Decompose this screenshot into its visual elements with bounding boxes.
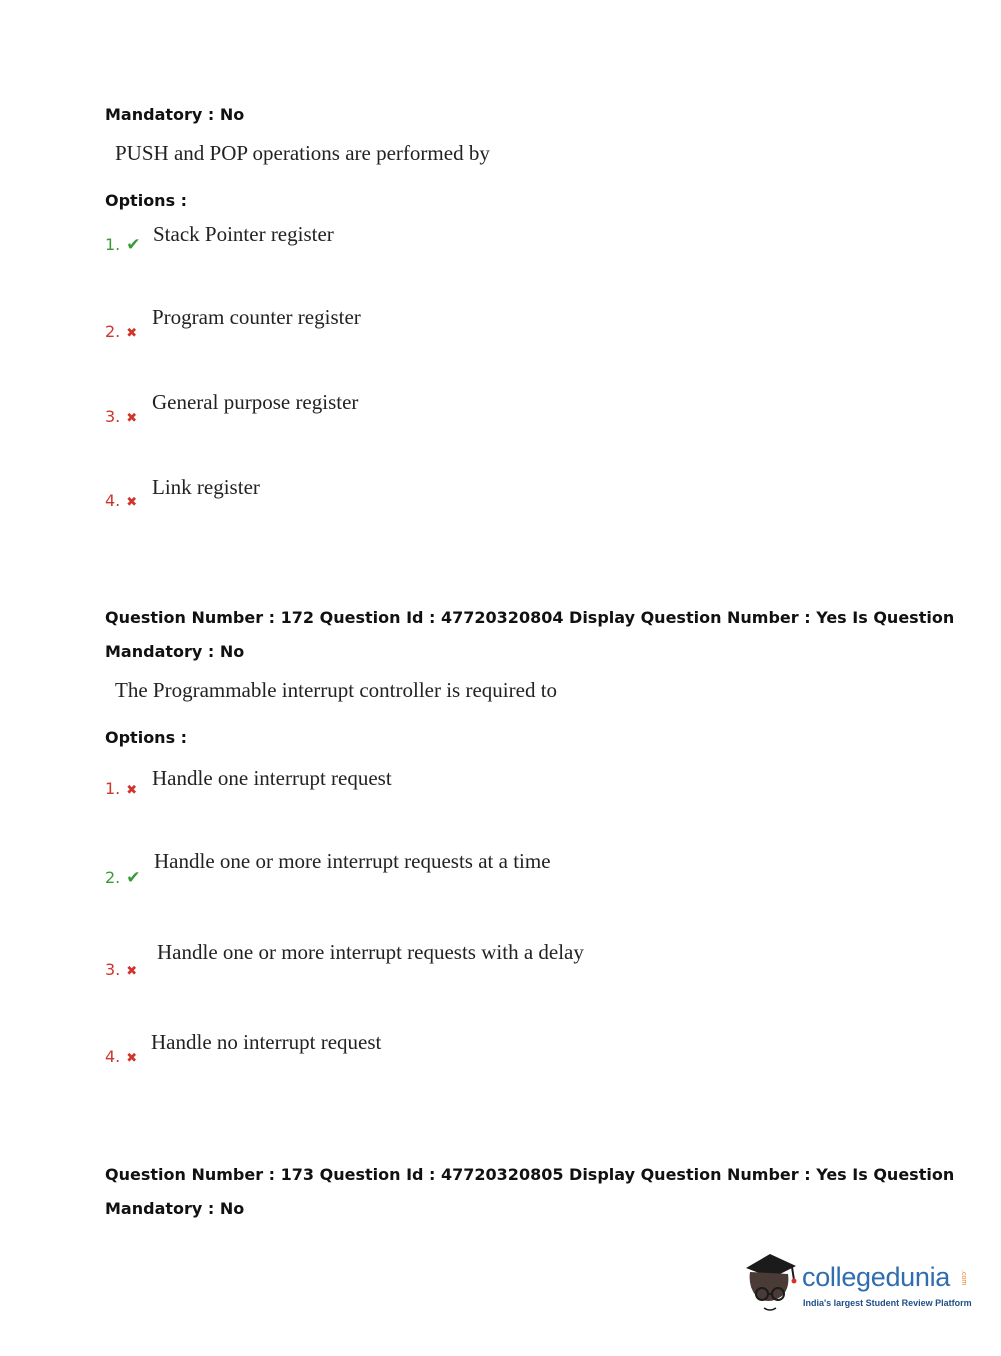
option-item [105, 779, 137, 798]
option-item [105, 235, 141, 255]
option-number: 2. [105, 322, 121, 341]
question-text: PUSH and POP operations are performed by [115, 141, 490, 165]
collegedunia-logo [742, 1250, 972, 1320]
option-number: 2. [105, 868, 121, 887]
mandatory-label: Mandatory : No [105, 105, 245, 124]
option-item [105, 868, 141, 888]
cross-icon: ✖ [126, 964, 138, 979]
cross-icon: ✖ [126, 411, 138, 426]
mandatory-label: Mandatory : No [105, 642, 245, 661]
option-item [105, 960, 137, 979]
question-text: The Programmable interrupt controller is required to [115, 678, 558, 702]
option-item [105, 491, 137, 510]
option-text: Program counter register [152, 305, 361, 329]
option-number: 1. [105, 779, 121, 798]
option-text: General purpose register [152, 390, 359, 414]
cross-icon: ✖ [126, 1051, 138, 1066]
cross-icon: ✖ [126, 495, 138, 510]
mascot-icon [742, 1250, 802, 1320]
option-text: Handle no interrupt request [151, 1030, 382, 1054]
check-icon: ✔ [126, 868, 141, 888]
cross-icon: ✖ [126, 783, 138, 798]
options-label: Options : [105, 191, 188, 210]
option-text: Handle one interrupt request [152, 766, 392, 790]
option-text: Link register [152, 475, 260, 499]
option-number: 1. [105, 235, 121, 254]
option-number: 4. [105, 491, 121, 510]
mandatory-label: Mandatory : No [105, 1199, 245, 1218]
question-header: Question Number : 173 Question Id : 47720320805 Display Question Number : Yes Is Question [105, 1165, 955, 1184]
option-item [105, 407, 137, 426]
cross-icon: ✖ [126, 326, 138, 341]
option-text: Handle one or more interrupt requests with a delay [157, 940, 584, 964]
question-header: Question Number : 172 Question Id : 47720320804 Display Question Number : Yes Is Question [105, 608, 955, 627]
logo-suffix: .com [960, 1270, 967, 1286]
logo-name: collegedunia [802, 1262, 951, 1292]
logo-tagline: India's largest Student Review Platform [803, 1298, 972, 1308]
option-text: Handle one or more interrupt requests at a time [154, 849, 551, 873]
option-number: 4. [105, 1047, 121, 1066]
option-number: 3. [105, 960, 121, 979]
option-item [105, 322, 137, 341]
option-number: 3. [105, 407, 121, 426]
option-item [105, 1047, 137, 1066]
check-icon: ✔ [126, 235, 141, 255]
option-text: Stack Pointer register [153, 222, 334, 246]
options-label: Options : [105, 728, 188, 747]
